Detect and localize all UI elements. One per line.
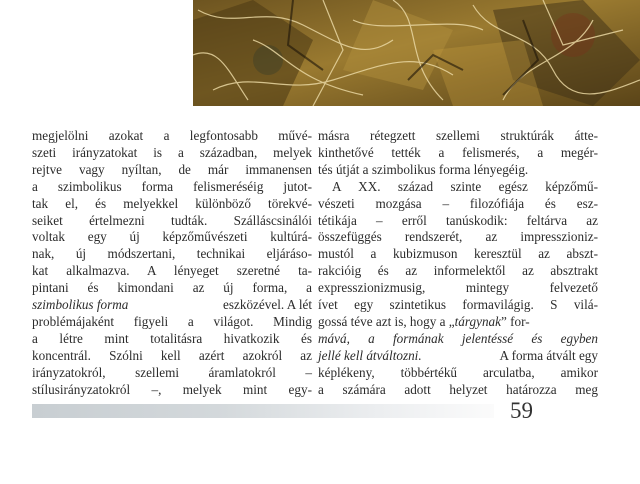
text-line: A XX. század szinte egész képzőmű- (332, 178, 598, 194)
paragraph (318, 128, 598, 179)
text-line: stílusirányzatokról –, melyek mint egy- (32, 381, 312, 397)
text-line (32, 297, 312, 314)
text-line: koncentrál. Szólni kell azért azokról az (32, 347, 312, 363)
text-line: mustól a kubizmuson keresztül az abszt- (318, 246, 598, 262)
text-line: ívet egy szintetikus formavilágig. S vilá- (318, 297, 598, 313)
text-line: seiket értelmezni tudták. Szálláscsinálói (32, 212, 312, 228)
text-line: pintani és kimondani az új forma, a (32, 280, 312, 296)
text-line: összefüggés rendszerét, az impresszioniz- (318, 229, 598, 245)
quote-close: ” for- (501, 313, 530, 329)
text-line: irányzatokról, szellemi áramlatokról – (32, 364, 312, 380)
text-line: rejtve vagy nyíltan, de már immanensen (32, 161, 312, 177)
text-line: tak el, és melyekkel különböző törekvé- (32, 195, 312, 211)
text-line: kat alkalmazva. A lényeget szeretné ta- (32, 263, 312, 279)
paragraph (318, 179, 598, 399)
text-line (318, 348, 598, 365)
text-line: másra rétegzett szellemi struktúrák átte- (318, 128, 598, 143)
text-line: vészeti mozgása – filozófiája és esz- (318, 195, 598, 211)
text-line-rest: A forma átvált egy (499, 347, 598, 363)
right-text-column (318, 128, 598, 399)
text-line (318, 314, 598, 331)
text-line: megjelölni azokat a legfontosabb művé- (32, 128, 312, 143)
italic-word: tárgynak (454, 313, 501, 329)
text-line: problémájaként figyeli a világot. Mindig (32, 313, 312, 329)
left-text-column (32, 128, 312, 399)
text-line: szeti irányzatokat is a században, melyek (32, 144, 312, 160)
text-line-rest: eszközével. A lét (223, 297, 312, 313)
text-line: nak, új módszertani, technikai eljáráso- (32, 246, 312, 262)
italic-line: mává, a formának jelentéssé és egyben (318, 330, 598, 346)
text-line: expresszionizmusig, mintegy felvezető (318, 280, 598, 296)
text-line: a számára adott helyzet határozza meg (318, 381, 598, 397)
text-line: a létre mint totalitásra hivatkozik és (32, 330, 312, 346)
page-number: 59 (510, 398, 533, 423)
text-line: tétikája – erről tanúskodik: feltárva az (318, 212, 598, 228)
painting-illustration (193, 0, 640, 106)
italic-line: jellé kell átváltozni. (318, 347, 422, 363)
text-line: a szimbolikus forma felismeréséig jutot- (32, 178, 312, 194)
italic-phrase: szimbolikus forma (32, 297, 129, 313)
text-line: kinthetővé tették a felismerés, a megér- (318, 144, 598, 160)
footer-gradient-band (32, 404, 494, 418)
text-line: tés útját a szimbolikus forma lényegéig. (318, 161, 529, 177)
text-line-start: gossá téve azt is, hogy a (318, 313, 446, 329)
text-line: rakcióig és az informelektől az absztrakt (318, 263, 598, 279)
quote-open: „ (448, 313, 455, 329)
text-line: voltak egy új képzőművészeti kultúrá- (32, 229, 312, 245)
text-line: képlékeny, többértékű arculatba, amikor (318, 364, 598, 380)
